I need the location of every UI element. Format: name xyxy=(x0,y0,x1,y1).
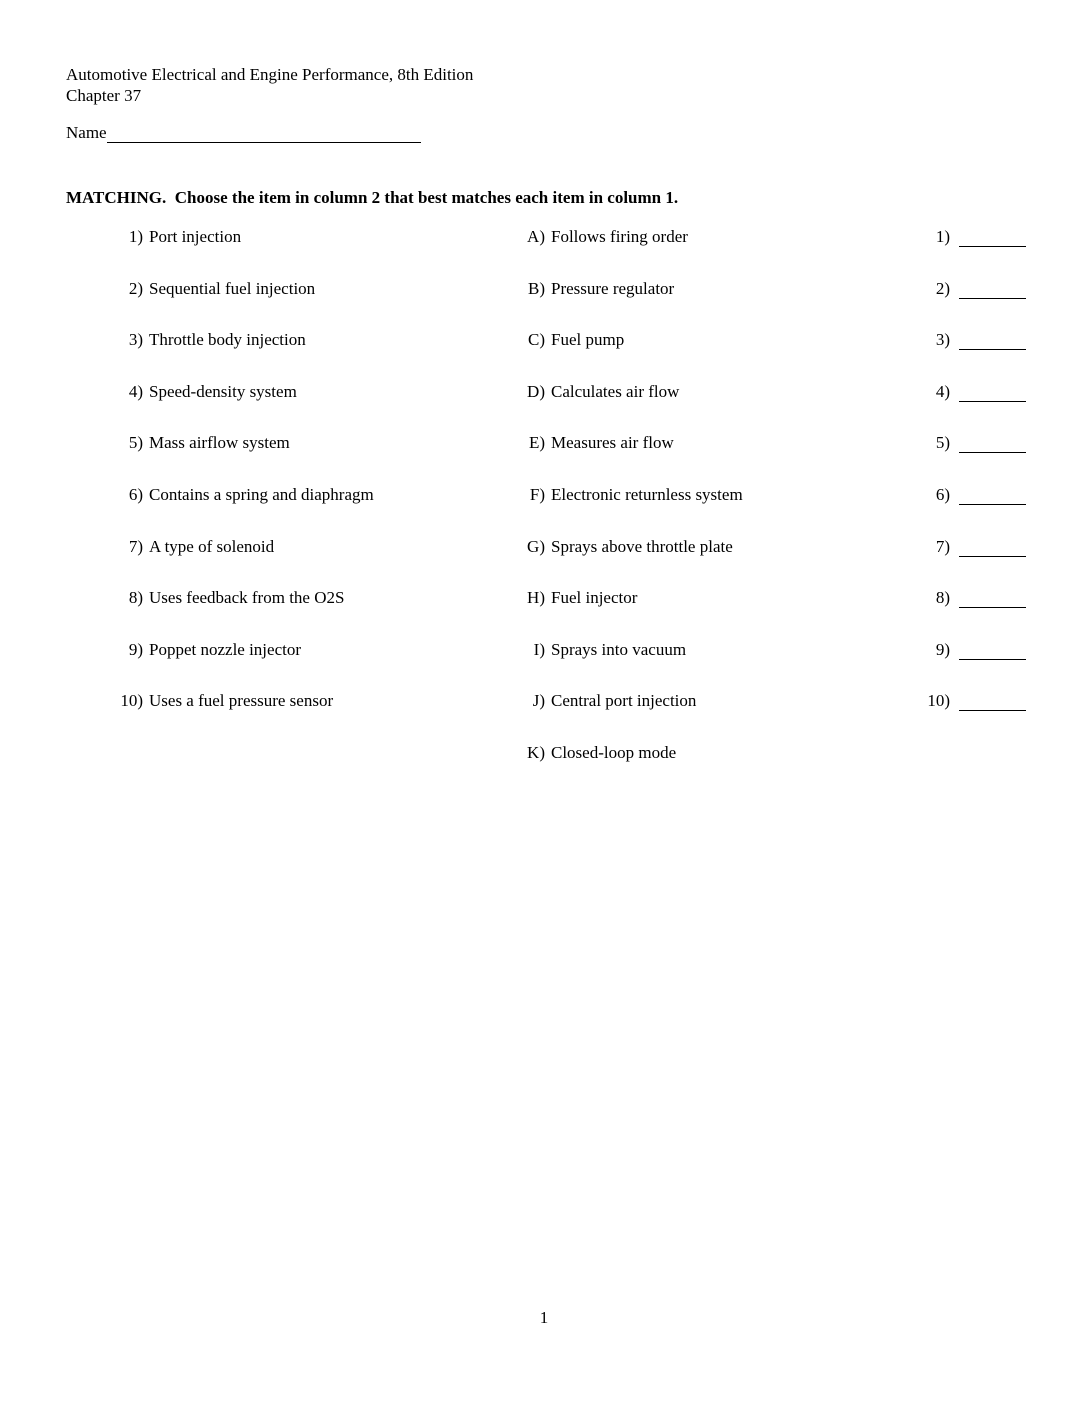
matching-row xyxy=(0,276,1088,328)
col2-letter: F) xyxy=(529,484,545,504)
answer-number: 6) xyxy=(935,484,950,504)
column2-item xyxy=(460,279,900,299)
col1-text: Uses feedback from the O2S xyxy=(149,588,345,608)
answer-number: 10) xyxy=(927,691,950,711)
col1-text: Uses a fuel pressure sensor xyxy=(149,691,334,711)
col2-letter: B) xyxy=(528,278,545,298)
col2-text: Central port injection xyxy=(551,691,697,711)
column2-item xyxy=(460,382,900,402)
column2-item xyxy=(460,743,900,763)
column1-item xyxy=(0,330,460,350)
answer-number: 2) xyxy=(935,278,950,298)
name-label: Name xyxy=(66,123,107,142)
col2-letter: E) xyxy=(528,433,545,453)
answer-number: 5) xyxy=(935,433,950,453)
answer-blank-field[interactable] xyxy=(959,537,1026,557)
col2-text: Measures air flow xyxy=(551,433,674,453)
column1-item xyxy=(0,537,460,557)
answer-number: 1) xyxy=(935,227,950,246)
col1-number: 8) xyxy=(128,588,143,608)
col1-text: Port injection xyxy=(149,227,242,246)
col1-number: 4) xyxy=(128,381,143,401)
col2-letter: H) xyxy=(527,588,545,608)
answer-blank-field[interactable] xyxy=(959,382,1026,402)
answer-blank-field[interactable] xyxy=(959,279,1026,299)
col2-text: Fuel injector xyxy=(551,588,638,608)
answer-number: 3) xyxy=(935,330,950,350)
answer-slot xyxy=(900,537,1088,557)
answer-blank-field[interactable] xyxy=(959,640,1026,660)
col1-number: 6) xyxy=(128,484,143,504)
column2-item xyxy=(460,691,900,711)
answer-number: 4) xyxy=(935,381,950,401)
column1-item xyxy=(0,588,460,608)
answer-blank-field[interactable] xyxy=(959,485,1026,505)
col1-number: 10) xyxy=(120,691,143,711)
matching-row xyxy=(0,534,1088,586)
col2-text: Calculates air flow xyxy=(551,381,680,401)
page-number: 1 xyxy=(539,1308,549,1327)
answer-slot xyxy=(900,330,1088,350)
matching-row xyxy=(0,740,1088,792)
col2-letter: G) xyxy=(527,536,545,556)
column2-item xyxy=(460,485,900,505)
column2-item xyxy=(460,330,900,350)
column2-item xyxy=(460,227,900,247)
col2-letter: A) xyxy=(527,227,545,246)
matching-row xyxy=(0,224,1088,276)
col1-text: Speed-density system xyxy=(149,381,297,401)
answer-slot xyxy=(900,433,1088,453)
column2-item xyxy=(460,433,900,453)
col1-number: 7) xyxy=(128,536,143,556)
matching-row xyxy=(0,327,1088,379)
answer-blank-field[interactable] xyxy=(959,330,1026,350)
answer-blank-field[interactable] xyxy=(959,691,1026,711)
col1-text: Sequential fuel injection xyxy=(149,278,316,298)
matching-row xyxy=(0,637,1088,689)
column2-item xyxy=(460,537,900,557)
answer-number: 9) xyxy=(935,639,950,659)
col1-number: 5) xyxy=(128,433,143,453)
matching-row xyxy=(0,688,1088,740)
answer-number: 8) xyxy=(935,588,950,608)
col2-text: Sprays above throttle plate xyxy=(551,536,733,556)
col2-text: Sprays into vacuum xyxy=(551,639,687,659)
column1-item xyxy=(0,485,460,505)
answer-slot xyxy=(900,227,1088,247)
answer-number: 7) xyxy=(935,536,950,556)
matching-row xyxy=(0,430,1088,482)
col2-letter: I) xyxy=(533,639,545,659)
answer-slot xyxy=(900,382,1088,402)
column1-item xyxy=(0,691,460,711)
matching-table xyxy=(0,224,1088,792)
col2-text: Pressure regulator xyxy=(551,278,675,298)
column1-item xyxy=(0,227,460,247)
column1-item xyxy=(0,279,460,299)
answer-blank-field[interactable] xyxy=(959,227,1026,247)
col1-number: 3) xyxy=(128,330,143,350)
col2-letter: J) xyxy=(532,691,545,711)
col1-number: 2) xyxy=(128,278,143,298)
matching-instructions: MATCHING. Choose the item in column 2 that best matches each item in column 1. xyxy=(66,188,679,207)
name-line xyxy=(66,123,421,143)
col1-number: 9) xyxy=(128,639,143,659)
column1-item xyxy=(0,433,460,453)
answer-slot xyxy=(900,691,1088,711)
answer-slot xyxy=(900,588,1088,608)
col2-text: Fuel pump xyxy=(551,330,625,350)
column1-item xyxy=(0,382,460,402)
col1-number: 1) xyxy=(128,227,143,246)
col1-text: Contains a spring and diaphragm xyxy=(149,484,374,504)
document-header xyxy=(66,64,473,106)
col2-letter: K) xyxy=(527,742,545,762)
column2-item xyxy=(460,588,900,608)
column1-item xyxy=(0,640,460,660)
matching-row xyxy=(0,379,1088,431)
answer-blank-field[interactable] xyxy=(959,588,1026,608)
matching-row xyxy=(0,585,1088,637)
answer-slot xyxy=(900,640,1088,660)
chapter-label: Chapter 37 xyxy=(66,86,142,105)
col2-text: Closed-loop mode xyxy=(551,742,677,762)
column2-item xyxy=(460,640,900,660)
col2-text: Electronic returnless system xyxy=(551,484,743,504)
col1-text: Throttle body injection xyxy=(149,330,306,350)
answer-slot xyxy=(900,279,1088,299)
col2-letter: D) xyxy=(527,381,545,401)
document-title: Automotive Electrical and Engine Performance, 8th Edition xyxy=(66,65,474,84)
name-blank-field[interactable] xyxy=(107,124,421,143)
answer-slot xyxy=(900,485,1088,505)
answer-blank-field[interactable] xyxy=(959,433,1026,453)
col1-text: Mass airflow system xyxy=(149,433,290,453)
col2-letter: C) xyxy=(528,330,545,350)
col2-text: Follows firing order xyxy=(551,227,688,246)
col1-text: A type of solenoid xyxy=(149,536,275,556)
matching-row xyxy=(0,482,1088,534)
col1-text: Poppet nozzle injector xyxy=(149,639,302,659)
